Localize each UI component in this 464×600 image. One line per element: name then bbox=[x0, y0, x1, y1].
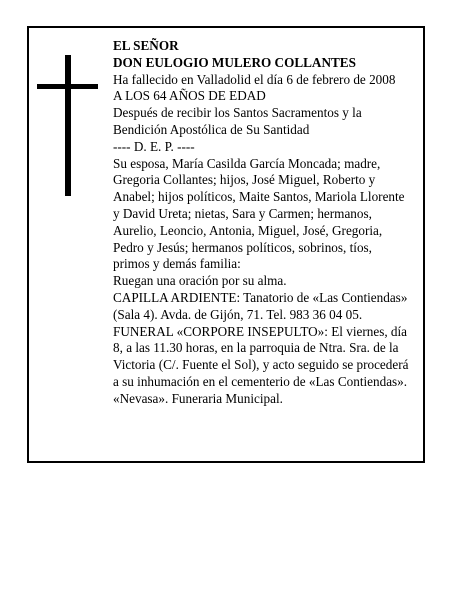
deceased-name: DON EULOGIO MULERO COLLANTES bbox=[113, 54, 356, 70]
cross-icon bbox=[65, 55, 71, 196]
body-line: Ruegan una oración por su alma. bbox=[113, 273, 287, 289]
body-line: CAPILLA ARDIENTE: Tanatorio de «Las Contiendas» bbox=[113, 289, 408, 305]
body-line: Anabel; hijos políticos, Maite Santos, Mariola Llorente bbox=[113, 189, 405, 205]
body-line: «Nevasa». Funeraria Municipal. bbox=[113, 390, 283, 406]
body-line: Aurelio, Leoncio, Antonia, Miguel, José, Gregoria, bbox=[113, 222, 383, 238]
obituary-text bbox=[113, 38, 421, 408]
body-line: Gregoria Collantes; hijos, José Miguel, Roberto y bbox=[113, 172, 376, 188]
title-line: EL SEÑOR bbox=[113, 38, 179, 53]
body-line: Victoria (C/. Fuente el Sol), y acto seguido se procederá bbox=[113, 357, 409, 373]
body-line: (Sala 4). Avda. de Gijón, 71. Tel. 983 36 04 05. bbox=[113, 306, 363, 322]
body-line: FUNERAL «CORPORE INSEPULTO»: El viernes, día bbox=[113, 323, 408, 339]
body-line: y David Ureta; nietas, Sara y Carmen; hermanos, bbox=[113, 205, 372, 221]
death-line: Ha fallecido en Valladolid el día 6 de febrero de 2008 bbox=[113, 71, 396, 87]
rip-line: ---- D. E. P. ---- bbox=[113, 138, 195, 154]
body-line: a su inhumación en el cementerio de «Las Contiendas». bbox=[113, 373, 408, 389]
body-line: Después de recibir los Santos Sacramentos y la bbox=[113, 105, 362, 121]
body-line: Pedro y Jesús; hermanos políticos, sobrinos, tíos, bbox=[113, 239, 372, 255]
age-line: A LOS 64 AÑOS DE EDAD bbox=[113, 88, 266, 104]
body-line: Bendición Apostólica de Su Santidad bbox=[113, 121, 310, 137]
body-line: primos y demás familia: bbox=[113, 256, 241, 272]
cross-icon-bar bbox=[37, 84, 98, 89]
body-line: 8, a las 11.30 horas, en la parroquia de Ntra. Sra. de la bbox=[113, 340, 399, 356]
body-line: Su esposa, María Casilda García Moncada; madre, bbox=[113, 155, 381, 171]
